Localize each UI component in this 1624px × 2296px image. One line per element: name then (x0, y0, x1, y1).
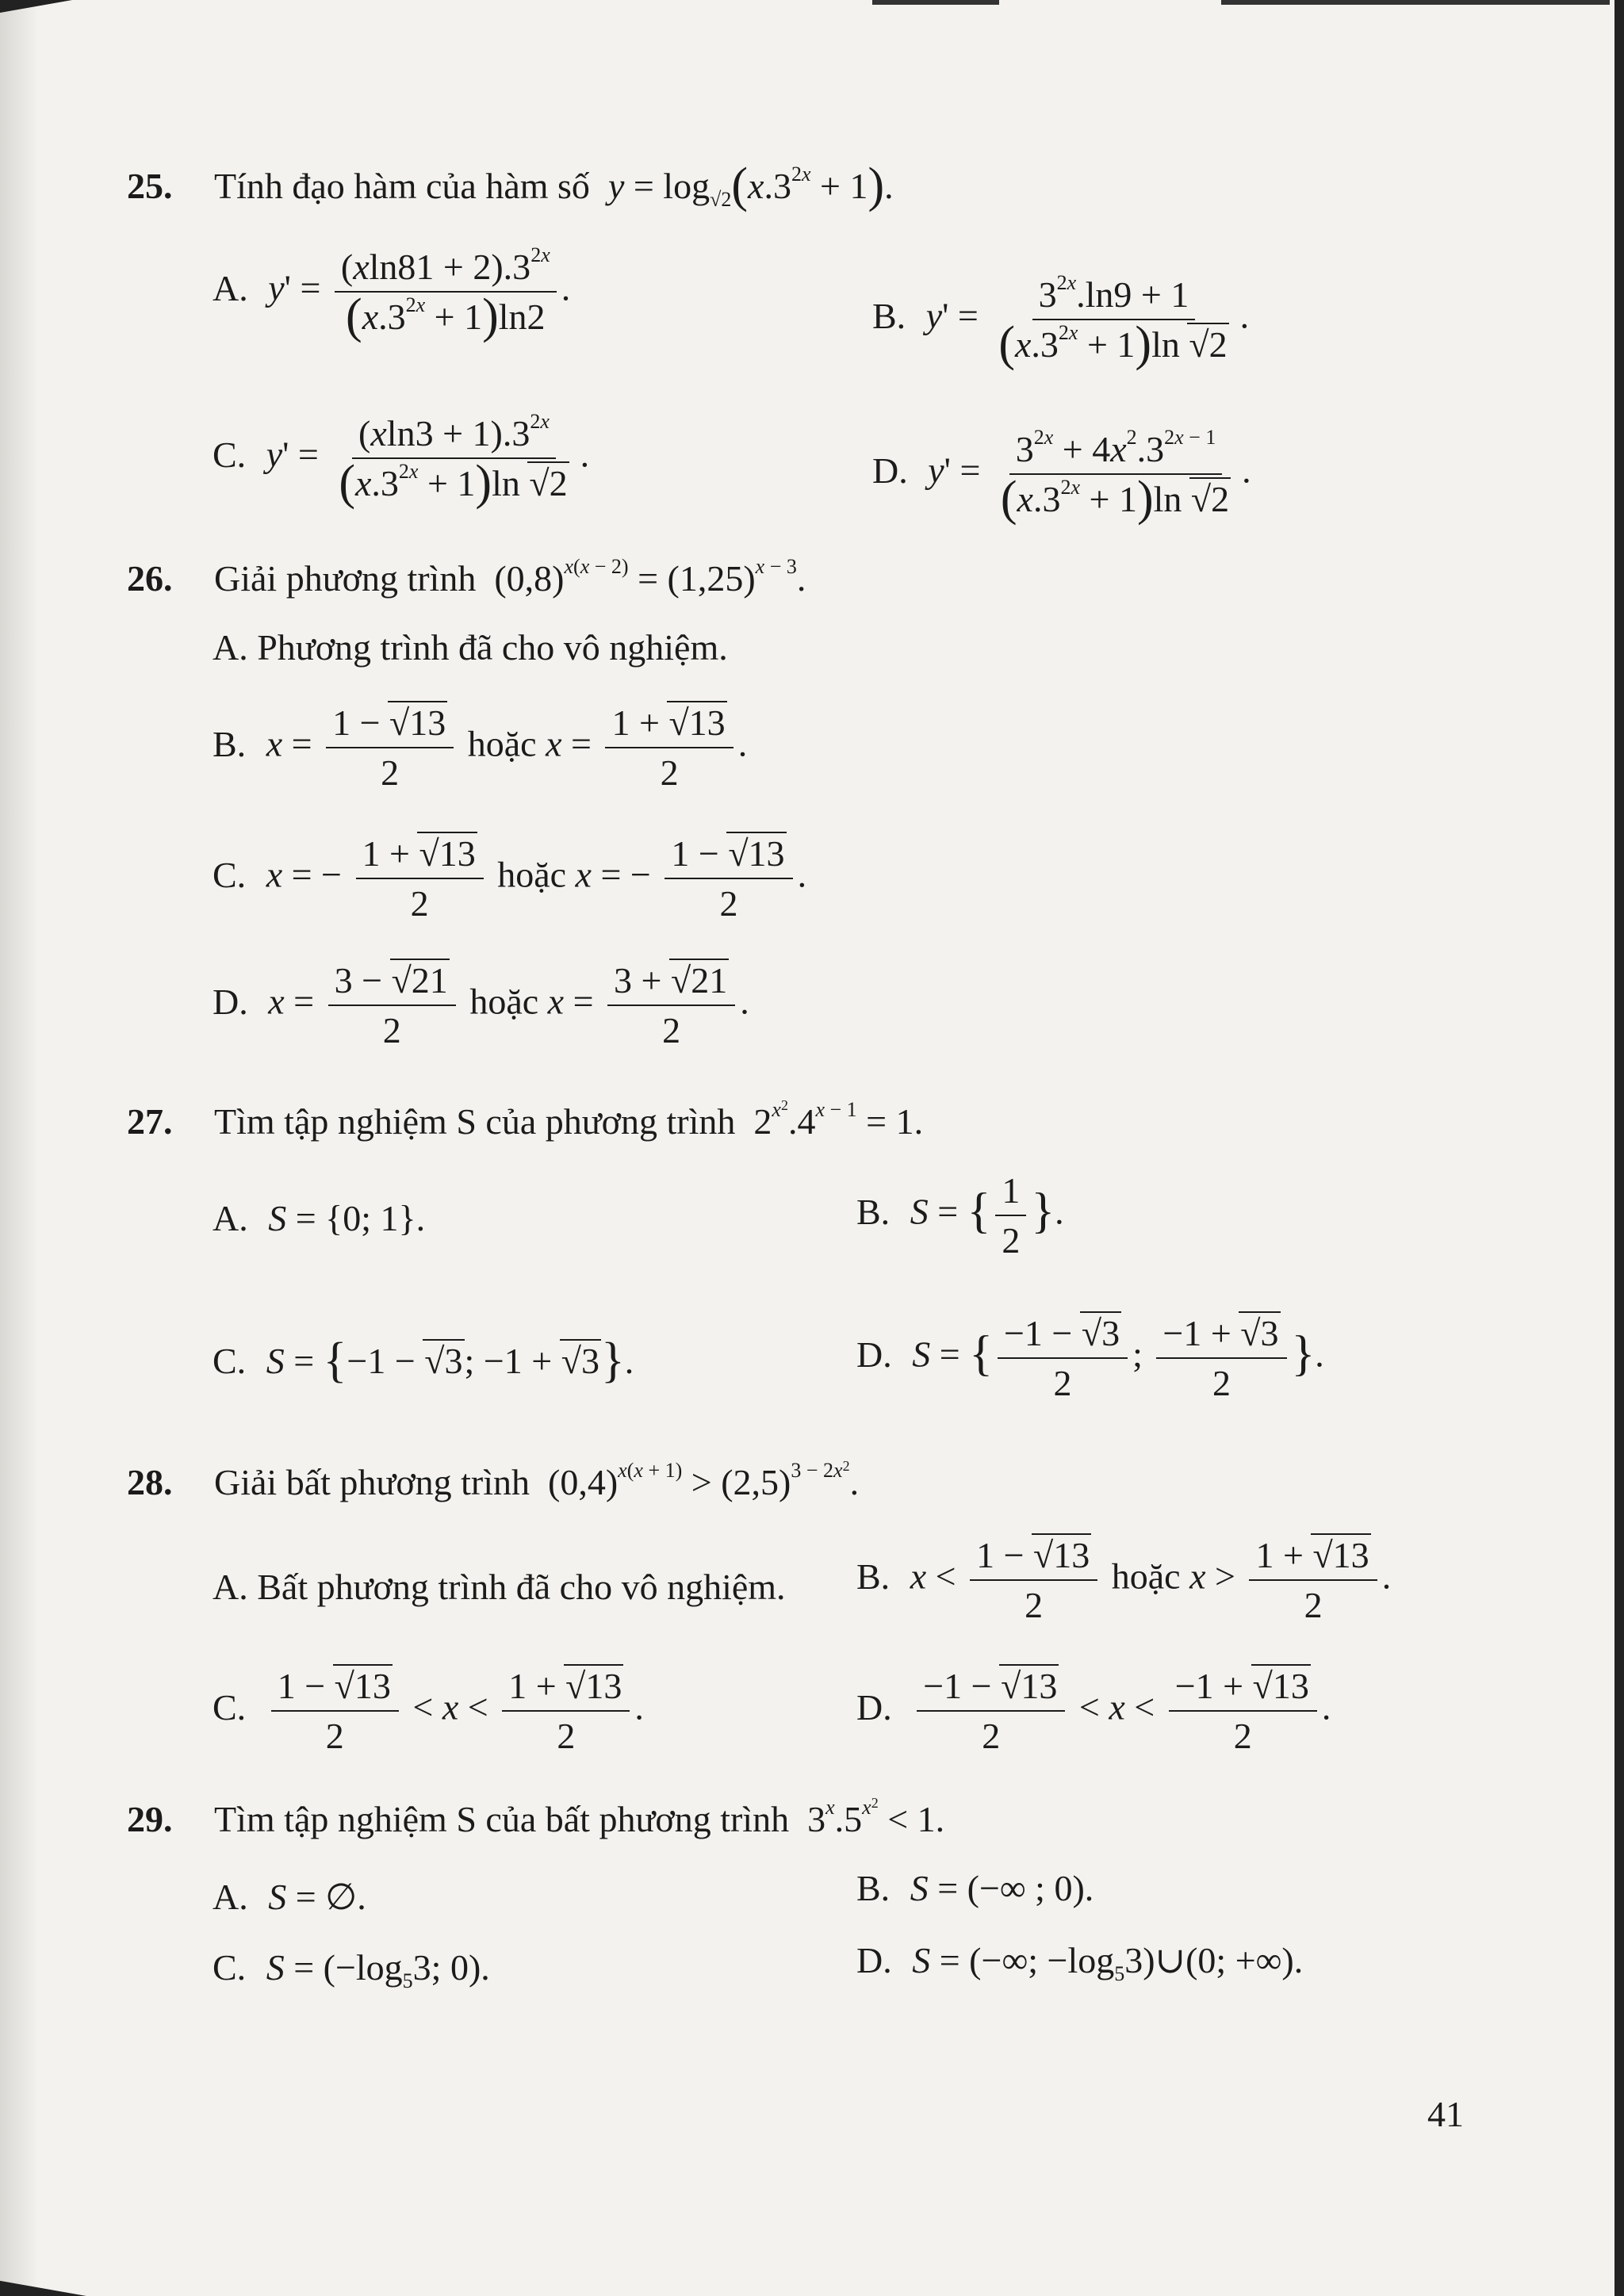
question-text (214, 1796, 944, 1843)
page-number: 41 (1427, 2094, 1464, 2134)
question-number: 28. (127, 1462, 173, 1502)
option-label: A. (213, 267, 248, 308)
formula: $3^x.5^{x^2} < 1$. (798, 1795, 945, 1839)
option-26-b[interactable]: B. x = $\frac{1 - √13}{2}$ hoặc x = $\frac{1 + √13}{2}$ . (213, 702, 748, 793)
page-right-edge (1614, 0, 1624, 2296)
option-26-c[interactable]: C. x = − $\frac{1 + √13}{2}$ hoặc x = − $\frac{1 - √13}{2}$ . (213, 833, 807, 924)
or-word: hoặc (1111, 1556, 1181, 1597)
option-label: C. (213, 854, 247, 895)
option-29-a[interactable]: A. S = ∅. (213, 1877, 366, 1917)
or-word: hoặc (467, 723, 537, 764)
option-label: C. (213, 1341, 247, 1381)
option-label: D. (213, 981, 248, 1022)
option-label: C. (213, 1947, 247, 1988)
option-29-b[interactable]: B. S = (−∞ ; 0). (856, 1868, 1094, 1908)
question-prompt: Tìm tập nghiệm S của bất phương trình (214, 1799, 790, 1839)
option-25-d[interactable]: D. y' = $\frac{3^{2x} + 4x^2.3^{2x - 1}}{(x.3^{2x} + 1)\ln √2}$ . (872, 426, 1251, 526)
option-label: D. (856, 1334, 892, 1375)
page-corner-top-left (0, 0, 79, 17)
option-text: A. Bất phương trình đã cho vô nghiệm. (213, 1567, 786, 1607)
option-28-d[interactable]: D. $\frac{-1 - √13}{2}$ < x < $\frac{-1 + √13}{2}$ . (856, 1666, 1331, 1756)
question-prompt: Tính đạo hàm của hàm số (214, 166, 590, 206)
page-corner-bottom-left (0, 2274, 87, 2296)
question-text (214, 159, 894, 212)
formula: $(0,4)^{x(x + 1)} > (2,5)^{3 - 2x^2}$. (538, 1458, 860, 1502)
question-number: 25. (127, 166, 173, 206)
option-label: C. (213, 434, 247, 475)
or-word: hoặc (469, 981, 539, 1022)
option-label: B. (872, 295, 906, 336)
option-label: D. (872, 450, 908, 491)
option-27-c[interactable]: C. S = {−1 − √3; −1 + √3}. (213, 1334, 634, 1387)
option-label: C. (213, 1686, 247, 1728)
option-25-a[interactable]: A. y' = $\frac{(xln81 + 2).3^{2x}}{(x.3^{2x} + 1)\ln 2}$ . (213, 243, 571, 343)
page-top-line (872, 0, 999, 5)
option-label: B. (856, 1191, 891, 1232)
page-left-shadow (0, 0, 36, 2296)
formula: $2^{x^2}.4^{x - 1} = 1$. (744, 1097, 924, 1142)
option-26-a[interactable] (213, 626, 728, 668)
question-prompt: Tìm tập nghiệm S của phương trình (214, 1101, 736, 1142)
question-text (214, 555, 806, 603)
option-28-a[interactable] (213, 1566, 786, 1608)
question-text (214, 1098, 923, 1146)
option-27-d[interactable]: D. S = { $\frac{-1 - √3}{2}$ ; $\frac{-1 + √3}{2}$ }. (856, 1313, 1324, 1403)
option-29-c[interactable]: C. $S = (-\log_53$; 0). (213, 1947, 490, 1992)
option-label: A. (213, 1198, 248, 1238)
question-number: 29. (127, 1799, 173, 1839)
question-prompt: Giải bất phương trình (214, 1462, 530, 1502)
or-word: hoặc (497, 854, 567, 895)
option-28-c[interactable]: C. $\frac{1 - √13}{2}$ < x < $\frac{1 + √13}{2}$ . (213, 1666, 644, 1756)
option-27-a[interactable]: A. S = {0; 1}. (213, 1198, 426, 1238)
page-top-line (1221, 0, 1610, 5)
option-label: B. (856, 1556, 891, 1597)
option-25-b[interactable]: B. y' = $\frac{3^{2x}.\ln 9 + 1}{(x.3^{2x} + 1)\ln √2}$ . (872, 271, 1250, 371)
formula: $(0,8)^{x(x - 2)} = (1,25)^{x - 3}$. (485, 555, 806, 599)
option-27-b[interactable]: B. S = { $\frac{1}{2}$ }. (856, 1170, 1064, 1261)
option-28-b[interactable]: B. x < $\frac{1 - √13}{2}$ hoặc x > $\frac{1 + √13}{2}$ . (856, 1535, 1392, 1625)
formula: $y = \log_{√2}(x.3^{2x} + 1)$. (607, 159, 894, 212)
question-prompt: Giải phương trình (214, 558, 477, 599)
question-number: 26. (127, 558, 173, 599)
option-label: B. (213, 723, 247, 764)
option-29-d[interactable]: D. S = (−∞; $-\log_53)\cup(0$; +∞). (856, 1940, 1304, 1985)
option-label: B. (856, 1868, 891, 1908)
option-25-c[interactable]: C. y' = $\frac{(xln3 + 1).3^{2x}}{(x.3^{2x} + 1)\ln √2}$ . (213, 410, 590, 510)
option-label: D. (856, 1686, 892, 1728)
question-number: 27. (127, 1101, 173, 1142)
option-label: A. (213, 1877, 248, 1917)
option-26-d[interactable]: D. x = $\frac{3 - √21}{2}$ hoặc x = $\frac{3 + √21}{2}$ . (213, 960, 749, 1050)
option-text: A. Phương trình đã cho vô nghiệm. (213, 627, 728, 668)
question-text (214, 1459, 859, 1506)
option-label: D. (856, 1940, 892, 1980)
